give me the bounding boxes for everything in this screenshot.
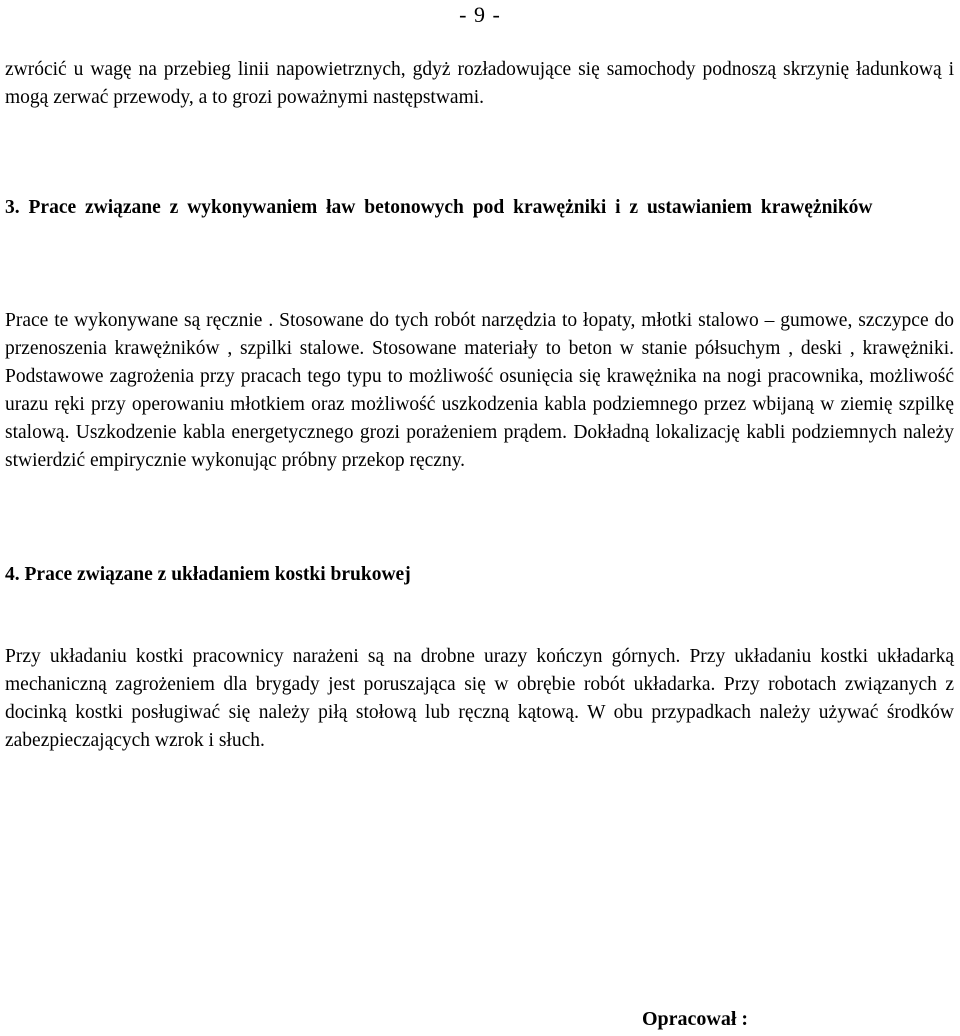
section-3-heading: 3. Prace związane z wykonywaniem ław betonowych pod krawężniki i z ustawianiem krawężników [5,197,873,218]
page-number: - 9 - [459,2,501,27]
author-label: Opracował : [642,1008,749,1030]
section-4-paragraph: Przy układaniu kostki pracownicy narażeni są na drobne urazy kończyn górnych. Przy układaniu kostki układarką mechaniczną zagrożeniem dla brygady jest poruszająca się w obrębie robót układarka. Przy robotach związanych z docinką kostki posługiwać się należy piłą stołową lub ręczną kątową. W obu przypadkach należy używać środków zabezpieczających wzrok i słuch. [5,646,954,751]
section-3-paragraph: Prace te wykonywane są ręcznie . Stosowane do tych robót narzędzia to łopaty, młotki stalowo – gumowe, szczypce do przenoszenia krawężników , szpilki stalowe. Stosowane materiały to beton w stanie półsuchym , deski , krawężniki. Podstawowe zagrożenia przy pracach tego typu to możliwość osunięcia się krawężnika na nogi pracownika, możliwość urazu ręki przy operowaniu młotkiem oraz możliwość uszkodzenia kabla podziemnego przez wbijaną w ziemię szpilkę stalową. Uszkodzenie kabla energetycznego grozi porażeniem prądem. Dokładną lokalizację kabli podziemnych należy stwierdzić empirycznie wykonując próbny przekop ręczny. [5,310,954,471]
section-4-heading: 4. Prace związane z układaniem kostki brukowej [5,564,411,585]
intro-paragraph: zwrócić u wagę na przebieg linii napowietrznych, gdyż rozładowujące się samochody podnoszą skrzynię ładunkową i mogą zerwać przewody, a to grozi poważnymi następstwami. [5,59,954,108]
